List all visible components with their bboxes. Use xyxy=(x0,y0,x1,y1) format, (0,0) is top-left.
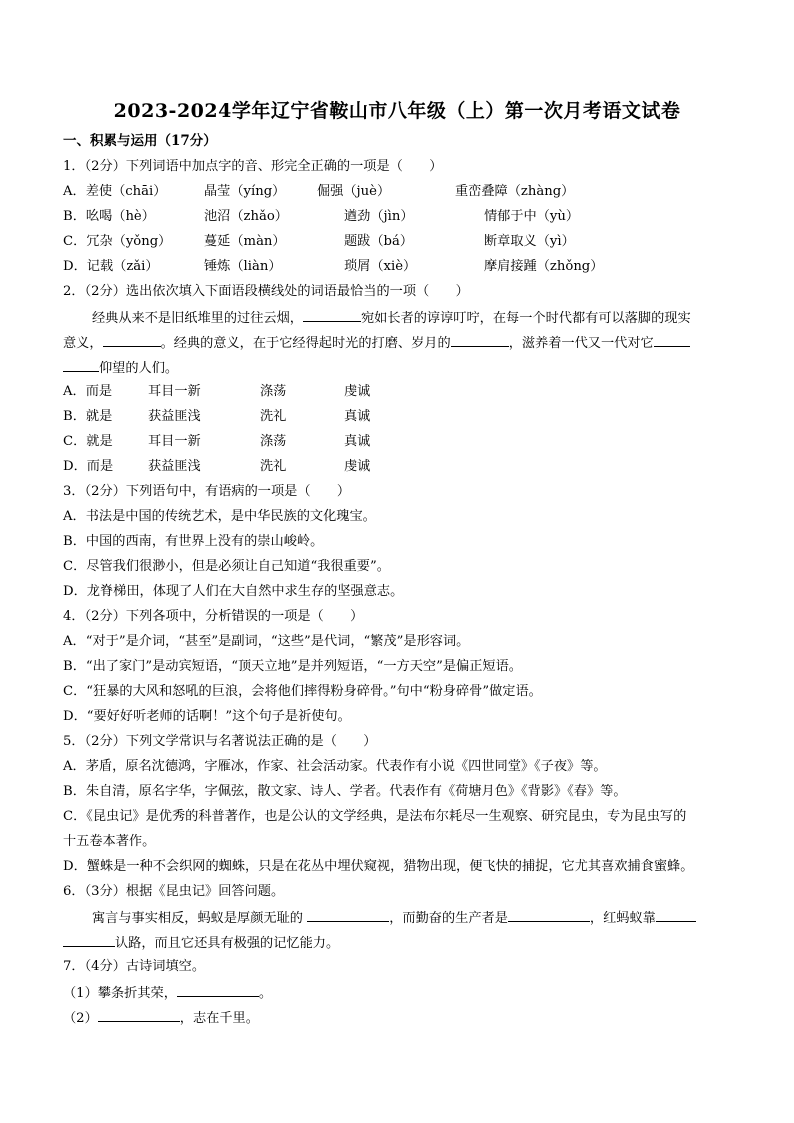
q5-option-c: C．《昆虫记》是优秀的科普著作，也是公认的文学经典，是法布尔耗尽一生观察、研究昆虫，专为昆虫写的 xyxy=(63,809,687,824)
q5-option-a: A．茅盾，原名沈德鸿，字雁冰，作家、社会活动家。代表作有小说《四世同堂》《子夜》等。 xyxy=(63,759,607,774)
question-1-stem: 1．（2分）下列词语中加点字的音、形完全正确的一项是（ ） xyxy=(63,159,443,174)
q2-passage-text: 。经典的意义，在于它经得起时光的打磨、岁月的 xyxy=(160,336,451,351)
q1-option-b-1: B．吆喝（hè） xyxy=(63,209,155,224)
q6-text-line-1 xyxy=(92,909,696,927)
q1-option-c-4: 断章取义（yì） xyxy=(484,234,575,249)
question-7-stem: 7．（4分）古诗词填空。 xyxy=(63,959,206,974)
q2-option-d-4: 虔诚 xyxy=(344,459,371,474)
q7-text: ，志在千里。 xyxy=(179,1011,259,1026)
q2-option-a-4: 虔诚 xyxy=(344,384,371,399)
q1-option-a-3: 倔强（juè） xyxy=(317,184,391,199)
answer-blank[interactable] xyxy=(98,1009,180,1022)
question-3-stem: 3．（2分）下列语句中，有语病的一项是（ ） xyxy=(63,484,351,499)
exam-title: 2023-2024学年辽宁省鞍山市八年级（上）第一次月考语文试卷 xyxy=(113,100,681,122)
q5-option-c-cont: 十五卷本著作。 xyxy=(63,834,156,849)
question-5-stem: 5．（2分）下列文学常识与名著说法正确的是（ ） xyxy=(63,734,377,749)
q3-option-b: B．中国的西南，有世界上没有的崇山峻岭。 xyxy=(63,534,324,549)
answer-blank[interactable] xyxy=(63,934,115,947)
q2-passage-line-2 xyxy=(63,334,690,352)
q2-passage-text: 经典从来不是旧纸堆里的过往云烟， xyxy=(92,311,303,326)
section-heading: 一、积累与运用（17分） xyxy=(63,133,217,149)
q2-option-a-1: A．而是 xyxy=(63,384,113,399)
q2-passage-text: ，滋养着一代又一代对它 xyxy=(508,336,654,351)
answer-blank[interactable] xyxy=(103,334,161,347)
answer-blank[interactable] xyxy=(307,909,389,922)
question-6-stem: 6．（3分）根据《昆虫记》回答问题。 xyxy=(63,884,285,899)
q1-option-d-3: 琐屑（xiè） xyxy=(344,259,417,274)
answer-blank[interactable] xyxy=(177,984,259,997)
q2-option-c-4: 真诚 xyxy=(344,434,371,449)
q2-option-d-3: 洗礼 xyxy=(260,459,287,474)
answer-blank[interactable] xyxy=(656,909,696,922)
q2-option-b-3: 洗礼 xyxy=(260,409,287,424)
q5-option-b: B．朱自清，原名字华，字佩弦，散文家、诗人、学者。代表作有《荷塘月色》《背影》《春》等。 xyxy=(63,784,627,799)
q1-option-c-1: C．冗杂（yǒng） xyxy=(63,234,172,249)
q2-passage-line-3 xyxy=(63,359,178,377)
q1-option-c-2: 蔓延（màn） xyxy=(204,234,286,249)
q1-option-b-2: 池沼（zhǎo） xyxy=(204,209,288,224)
q7-text: （1）攀条折其荣， xyxy=(63,986,177,1001)
answer-blank[interactable] xyxy=(508,909,590,922)
q7-text: （2） xyxy=(63,1011,98,1026)
q6-text-line-2 xyxy=(63,934,339,952)
q2-option-d-2: 获益匪浅 xyxy=(148,459,201,474)
q3-option-c: C．尽管我们很渺小，但是必须让自己知道“我很重要”。 xyxy=(63,559,390,574)
answer-blank[interactable] xyxy=(303,309,361,322)
q1-option-d-2: 锤炼（liàn） xyxy=(204,259,282,274)
q2-option-c-3: 涤荡 xyxy=(260,434,287,449)
q2-passage-line-1 xyxy=(92,309,691,327)
q4-option-b: B．“出了家门”是动宾短语，“顶天立地”是并列短语，“一方天空”是偏正短语。 xyxy=(63,659,522,674)
q2-option-a-3: 涤荡 xyxy=(260,384,287,399)
q1-option-b-4: 情郁于中（yù） xyxy=(484,209,580,224)
q2-passage-text: 宛如长者的谆谆叮咛，在每一个时代都有可以落脚的现实 xyxy=(361,311,691,326)
q4-option-a: A．“对于”是介词，“甚至”是副词，“这些”是代词，“繁茂”是形容词。 xyxy=(63,634,470,649)
q6-text: 认路，而且它还具有极强的记忆能力。 xyxy=(115,936,340,951)
q3-option-a: A．书法是中国的传统艺术，是中华民族的文化瑰宝。 xyxy=(63,509,376,524)
q2-option-c-1: C．就是 xyxy=(63,434,113,449)
q2-option-b-2: 获益匪浅 xyxy=(148,409,201,424)
q1-option-a-1: A．差使（chāi） xyxy=(63,184,167,199)
q7-item-2 xyxy=(63,1009,259,1027)
q2-option-b-4: 真诚 xyxy=(344,409,371,424)
q4-option-d: D．“要好好听老师的话啊！”这个句子是祈使句。 xyxy=(63,709,351,724)
q7-item-1 xyxy=(63,984,272,1002)
q1-option-b-3: 遒劲（jìn） xyxy=(344,209,414,224)
q2-passage-text: 意义， xyxy=(63,336,103,351)
q2-option-a-2: 耳目一新 xyxy=(148,384,201,399)
q4-option-c: C．“狂暴的大风和怒吼的巨浪，会将他们摔得粉身碎骨。”句中“粉身碎骨”做定语。 xyxy=(63,684,542,699)
answer-blank[interactable] xyxy=(63,359,99,372)
q1-option-d-4: 摩肩接踵（zhǒng） xyxy=(484,259,604,274)
question-4-stem: 4．（2分）下列各项中，分析错误的一项是（ ） xyxy=(63,609,364,624)
question-2-stem: 2．（2分）选出依次填入下面语段横线处的词语最恰当的一项（ ） xyxy=(63,284,469,299)
q6-text: 寓言与事实相反，蚂蚁是厚颜无耻的 xyxy=(92,911,303,926)
q6-text: ，红蚂蚁靠 xyxy=(589,911,656,926)
q1-option-a-2: 晶莹（yíng） xyxy=(204,184,286,199)
answer-blank[interactable] xyxy=(654,334,690,347)
q2-option-b-1: B．就是 xyxy=(63,409,113,424)
q7-text: 。 xyxy=(258,986,273,1001)
q1-option-a-4: 重峦叠障（zhàng） xyxy=(455,184,575,199)
q5-option-d: D．蟹蛛是一种不会织网的蜘蛛，只是在花丛中埋伏窥视，猎物出现，便飞快的捕捉，它尤其喜欢捕食蜜蜂。 xyxy=(63,859,694,874)
q6-text: ，而勤奋的生产者是 xyxy=(389,911,508,926)
answer-blank[interactable] xyxy=(451,334,509,347)
q1-option-c-3: 题跋（bá） xyxy=(344,234,414,249)
q2-passage-text: 仰望的人们。 xyxy=(99,361,179,376)
q2-option-d-1: D．而是 xyxy=(63,459,114,474)
q1-option-d-1: D．记载（zǎi） xyxy=(63,259,159,274)
q2-option-c-2: 耳目一新 xyxy=(148,434,201,449)
q3-option-d: D．龙脊梯田，体现了人们在大自然中求生存的坚强意志。 xyxy=(63,584,404,599)
